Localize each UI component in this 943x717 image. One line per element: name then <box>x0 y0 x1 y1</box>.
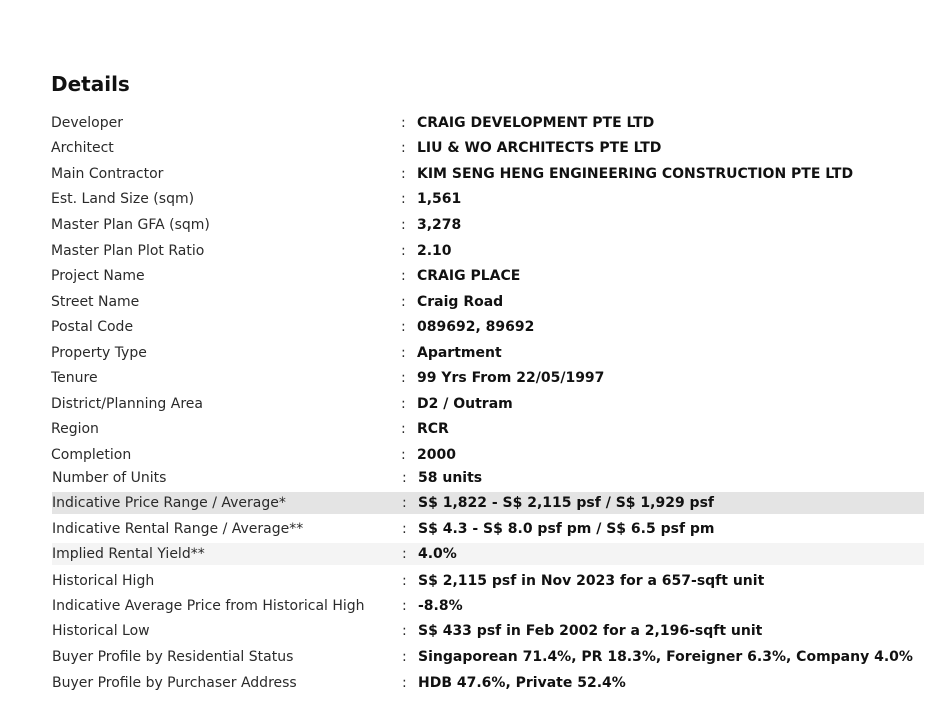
row-label: Historical High <box>52 573 155 589</box>
row-label: Developer <box>51 115 124 131</box>
row-label: Indicative Average Price from Historical High <box>52 598 365 614</box>
row-value: D2 / Outram <box>417 396 513 412</box>
row-separator: : <box>402 623 407 639</box>
row-value: 2.10 <box>417 243 452 259</box>
detail-row-rental-yield <box>52 543 924 565</box>
row-label: Implied Rental Yield** <box>52 546 205 562</box>
detail-row-tenure <box>51 367 931 389</box>
row-separator: : <box>402 675 407 691</box>
row-label: Buyer Profile by Purchaser Address <box>52 675 297 691</box>
row-value: CRAIG PLACE <box>417 268 521 284</box>
row-separator: : <box>401 166 406 182</box>
detail-row-postal-code <box>51 316 931 338</box>
row-value: S$ 2,115 psf in Nov 2023 for a 657-sqft unit <box>418 573 765 589</box>
detail-row-completion <box>51 444 931 466</box>
detail-row-historical-high <box>52 570 924 592</box>
row-value: 99 Yrs From 22/05/1997 <box>417 370 605 386</box>
row-separator: : <box>402 546 407 562</box>
row-label: Buyer Profile by Residential Status <box>52 649 294 665</box>
row-separator: : <box>402 573 407 589</box>
row-value: 089692, 89692 <box>417 319 535 335</box>
row-label: Property Type <box>51 345 147 361</box>
row-separator: : <box>402 598 407 614</box>
row-value: S$ 1,822 - S$ 2,115 psf / S$ 1,929 psf <box>418 495 715 511</box>
detail-row-price-range <box>52 492 924 514</box>
detail-row-gfa <box>51 214 931 236</box>
row-separator: : <box>402 470 407 486</box>
row-value: Singaporean 71.4%, PR 18.3%, Foreigner 6.3%, Company 4.0% <box>418 649 913 665</box>
row-separator: : <box>401 140 406 156</box>
row-label: Completion <box>51 447 132 463</box>
detail-row-units <box>52 467 924 489</box>
row-label: Historical Low <box>52 623 150 639</box>
row-separator: : <box>401 115 406 131</box>
row-label: Master Plan GFA (sqm) <box>51 217 210 233</box>
row-separator: : <box>401 421 406 437</box>
detail-row-project-name <box>51 265 931 287</box>
detail-row-rental-range <box>52 518 924 540</box>
row-value: HDB 47.6%, Private 52.4% <box>418 675 626 691</box>
row-label: Street Name <box>51 294 140 310</box>
detail-row-plot-ratio <box>51 240 931 262</box>
row-separator: : <box>401 217 406 233</box>
row-label: Indicative Rental Range / Average** <box>52 521 304 537</box>
row-label: Region <box>51 421 99 437</box>
row-label: Main Contractor <box>51 166 164 182</box>
row-separator: : <box>402 495 407 511</box>
row-separator: : <box>401 294 406 310</box>
row-value: Craig Road <box>417 294 504 310</box>
row-value: 1,561 <box>417 191 462 207</box>
row-value: 58 units <box>418 470 483 486</box>
row-separator: : <box>401 396 406 412</box>
row-separator: : <box>401 268 406 284</box>
row-label: Number of Units <box>52 470 167 486</box>
row-separator: : <box>401 319 406 335</box>
detail-row-property-type <box>51 342 931 364</box>
row-separator: : <box>402 649 407 665</box>
detail-row-avg-from-high <box>52 595 924 617</box>
row-value: S$ 4.3 - S$ 8.0 psf pm / S$ 6.5 psf pm <box>418 521 715 537</box>
row-value: -8.8% <box>418 598 463 614</box>
row-separator: : <box>401 370 406 386</box>
row-label: Est. Land Size (sqm) <box>51 191 195 207</box>
detail-row-main-contractor <box>51 163 931 185</box>
section-title: Details <box>51 72 130 96</box>
detail-row-historical-low <box>52 620 924 642</box>
row-label: Tenure <box>51 370 98 386</box>
row-label: Project Name <box>51 268 145 284</box>
detail-row-buyer-residential <box>52 646 924 668</box>
row-value: KIM SENG HENG ENGINEERING CONSTRUCTION PTE LTD <box>417 166 854 182</box>
row-value: 2000 <box>417 447 456 463</box>
row-value: 4.0% <box>418 546 457 562</box>
row-value: RCR <box>417 421 449 437</box>
detail-row-district <box>51 393 931 415</box>
row-label: Master Plan Plot Ratio <box>51 243 205 259</box>
row-separator: : <box>401 243 406 259</box>
row-value: Apartment <box>417 345 502 361</box>
row-value: S$ 433 psf in Feb 2002 for a 2,196-sqft unit <box>418 623 763 639</box>
row-value: LIU & WO ARCHITECTS PTE LTD <box>417 140 662 156</box>
detail-row-buyer-address <box>52 672 924 694</box>
row-label: Postal Code <box>51 319 134 335</box>
row-value: CRAIG DEVELOPMENT PTE LTD <box>417 115 655 131</box>
row-label: District/Planning Area <box>51 396 203 412</box>
detail-row-land-size <box>51 188 931 210</box>
row-separator: : <box>401 191 406 207</box>
row-separator: : <box>401 345 406 361</box>
row-value: 3,278 <box>417 217 462 233</box>
row-separator: : <box>402 521 407 537</box>
detail-row-architect <box>51 137 931 159</box>
row-separator: : <box>401 447 406 463</box>
detail-row-developer <box>51 112 931 134</box>
detail-row-region <box>51 418 931 440</box>
row-label: Architect <box>51 140 114 156</box>
detail-row-street-name <box>51 291 931 313</box>
row-label: Indicative Price Range / Average* <box>52 495 286 511</box>
